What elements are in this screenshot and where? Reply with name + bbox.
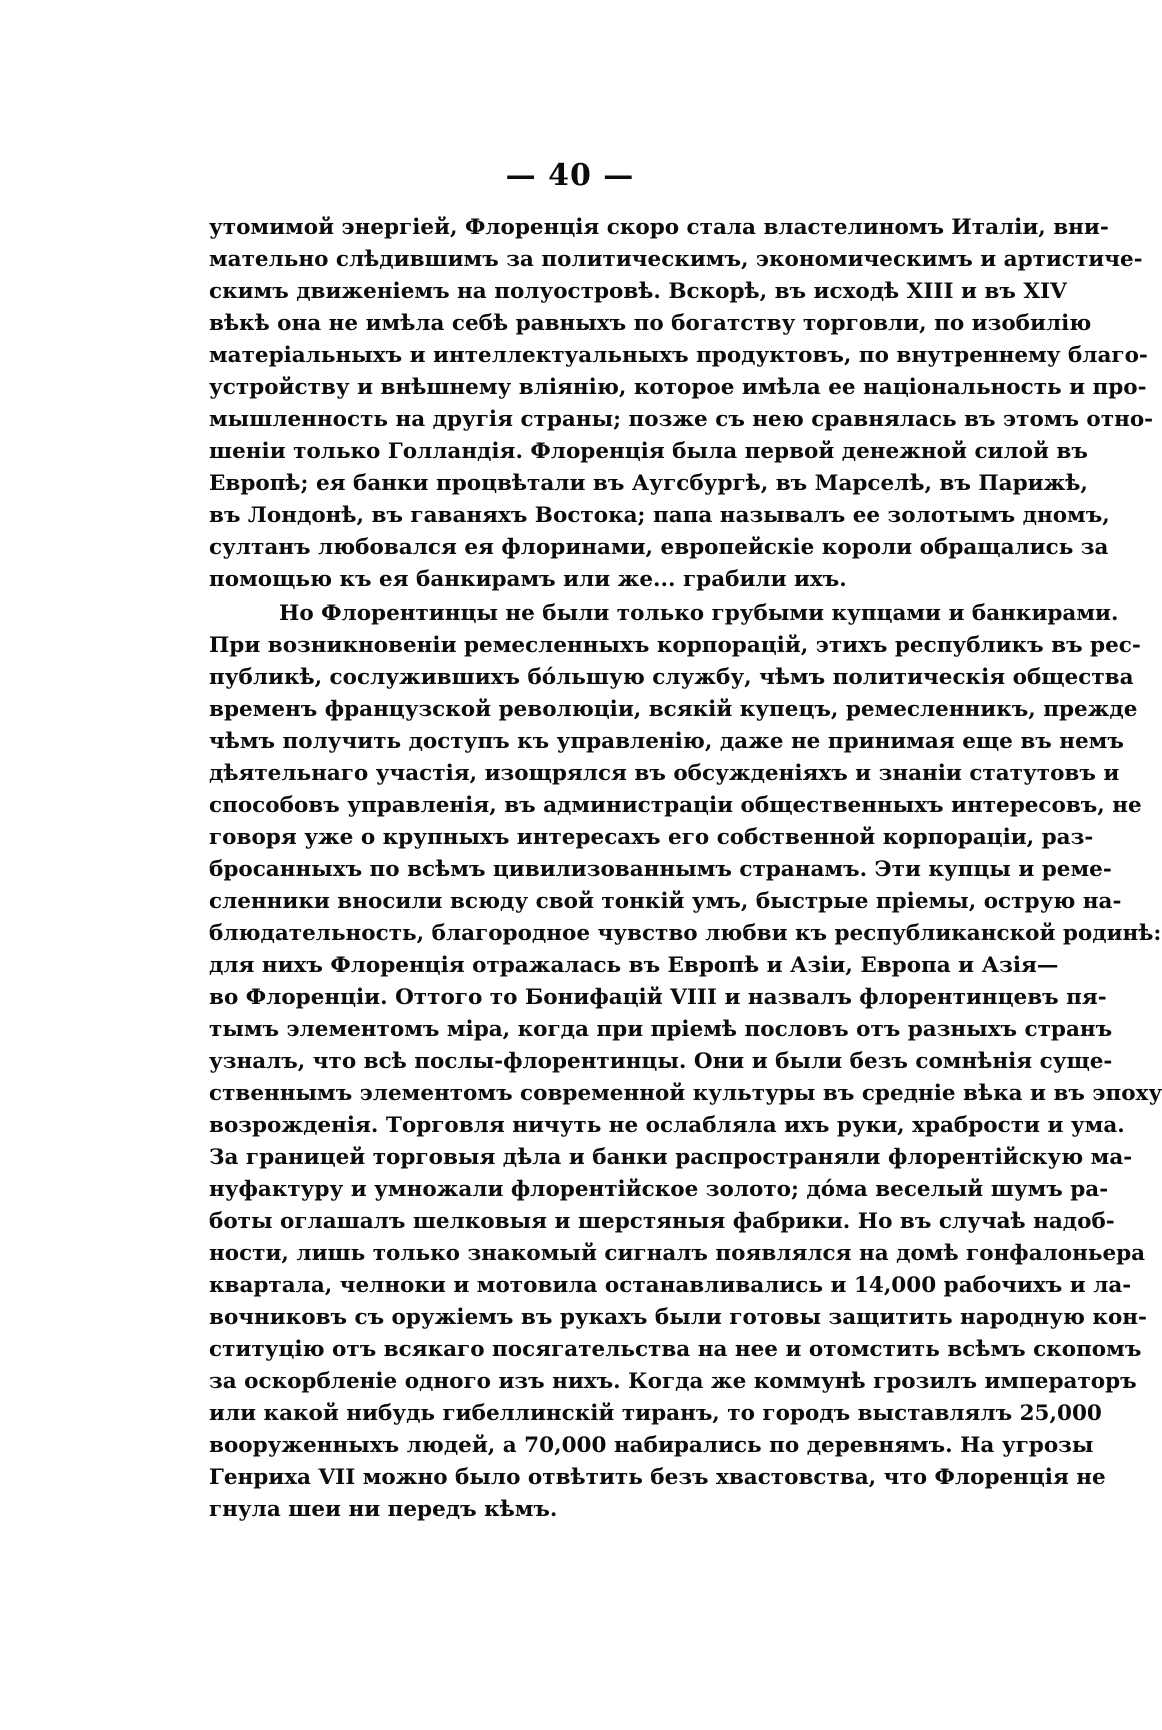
text-line: чѣмъ получить доступъ къ управленію, даже не принимая еще въ немъ (209, 729, 1124, 754)
text-line: блюдательность, благородное чувство любви къ республиканской родинѣ: (209, 921, 1162, 946)
text-line: гнула шеи ни передъ кѣмъ. (209, 1497, 558, 1522)
text-line: нуфактуру и умножали флорентійское золото; дóма веселый шумъ ра- (209, 1177, 1109, 1202)
text-line: мательно слѣдившимъ за политическимъ, экономическимъ и артистиче- (209, 247, 1143, 272)
text-line: помощью къ ея банкирамъ или же... грабили ихъ. (209, 567, 847, 592)
text-line: публикѣ, сослужившихъ бóльшую службу, чѣмъ политическія общества (209, 665, 1134, 690)
text-line: шеніи только Голландія. Флоренція была первой денежной силой въ (209, 439, 1088, 464)
text-line: ственнымъ элементомъ современной культуры въ средніе вѣка и въ эпоху (209, 1081, 1162, 1106)
text-line: матеріальныхъ и интеллектуальныхъ продуктовъ, по внутреннему благо- (209, 343, 1148, 368)
text-line: узналъ, что всѣ послы-флорентинцы. Они и были безъ сомнѣнія суще- (209, 1049, 1113, 1074)
text-line: возрожденія. Торговля ничуть не ослабляла ихъ руки, храбрости и ума. (209, 1113, 1125, 1138)
text-line: для нихъ Флоренція отражалась въ Европѣ и Азіи, Европа и Азія— (209, 953, 1059, 978)
text-line: Но Флорентинцы не были только грубыми купцами и банкирами. (279, 601, 1119, 626)
text-line: вочниковъ съ оружіемъ въ рукахъ были готовы защитить народную кон- (209, 1305, 1147, 1330)
text-line: дѣятельнаго участія, изощрялся въ обсужденіяхъ и знаніи статутовъ и (209, 761, 1120, 786)
text-line: говоря уже о крупныхъ интересахъ его собственной корпораціи, раз- (209, 825, 1094, 850)
text-line: вѣкѣ она не имѣла себѣ равныхъ по богатству торговли, по изобилію (209, 311, 1092, 336)
text-line: устройству и внѣшнему вліянію, которое имѣла ее національность и про- (209, 375, 1147, 400)
paragraph (209, 212, 1154, 596)
text-line: Европѣ; ея банки процвѣтали въ Аугсбургѣ, въ Марселѣ, въ Парижѣ, (209, 471, 1088, 496)
text-line: сленники вносили всюду свой тонкій умъ, быстрые пріемы, острую на- (209, 889, 1122, 914)
text-line: султанъ любовался ея флоринами, европейскіе короли обращались за (209, 535, 1109, 560)
text-line: ституцію отъ всякаго посягательства на нее и отомстить всѣмъ скопомъ (209, 1337, 1142, 1362)
text-line: за оскорбленіе одного изъ нихъ. Когда же коммунѣ грозилъ императоръ (209, 1369, 1137, 1394)
text-line: утомимой энергіей, Флоренція скоро стала властелиномъ Италіи, вни- (209, 215, 1109, 240)
text-line: мышленность на другія страны; позже съ нею сравнялась въ этомъ отно- (209, 407, 1154, 432)
text-line: При возникновеніи ремесленныхъ корпорацій, этихъ республикъ въ рес- (209, 633, 1141, 658)
text-line: вооруженныхъ людей, а 70,000 набирались по деревнямъ. На угрозы (209, 1433, 1094, 1458)
text-line: За границей торговыя дѣла и банки распространяли флорентійскую ма- (209, 1145, 1133, 1170)
text-line: ности, лишь только знакомый сигналъ появлялся на домѣ гонфалоньера (209, 1241, 1146, 1266)
text-line: во Флоренціи. Оттого то Бонифацій VIII и назвалъ флорентинцевъ пя- (209, 985, 1107, 1010)
page-number: — 40 — (505, 158, 635, 193)
text-line: или какой нибудь гибеллинскій тиранъ, то городъ выставлялъ 25,000 (209, 1401, 1102, 1426)
text-line: скимъ движеніемъ на полуостровѣ. Вскорѣ, въ исходѣ XIII и въ XIV (209, 279, 1067, 304)
text-line: тымъ элементомъ міра, когда при пріемѣ пословъ отъ разныхъ странъ (209, 1017, 1113, 1042)
text-line: способовъ управленія, въ администраціи общественныхъ интересовъ, не (209, 793, 1142, 818)
text-line: Генриха VII можно было отвѣтить безъ хвастовства, что Флоренція не (209, 1465, 1106, 1490)
text-line: квартала, челноки и мотовила останавливались и 14,000 рабочихъ и ла- (209, 1273, 1132, 1298)
paragraph (209, 598, 1162, 1526)
text-line: въ Лондонѣ, въ гаваняхъ Востока; папа называлъ ее золотымъ дномъ, (209, 503, 1110, 528)
body-text (209, 212, 1162, 1526)
text-line: бросанныхъ по всѣмъ цивилизованнымъ странамъ. Эти купцы и реме- (209, 857, 1112, 882)
text-line: боты оглашалъ шелковыя и шерстяныя фабрики. Но въ случаѣ надоб- (209, 1209, 1115, 1234)
text-line: временъ французской революціи, всякій купецъ, ремесленникъ, прежде (209, 697, 1138, 722)
